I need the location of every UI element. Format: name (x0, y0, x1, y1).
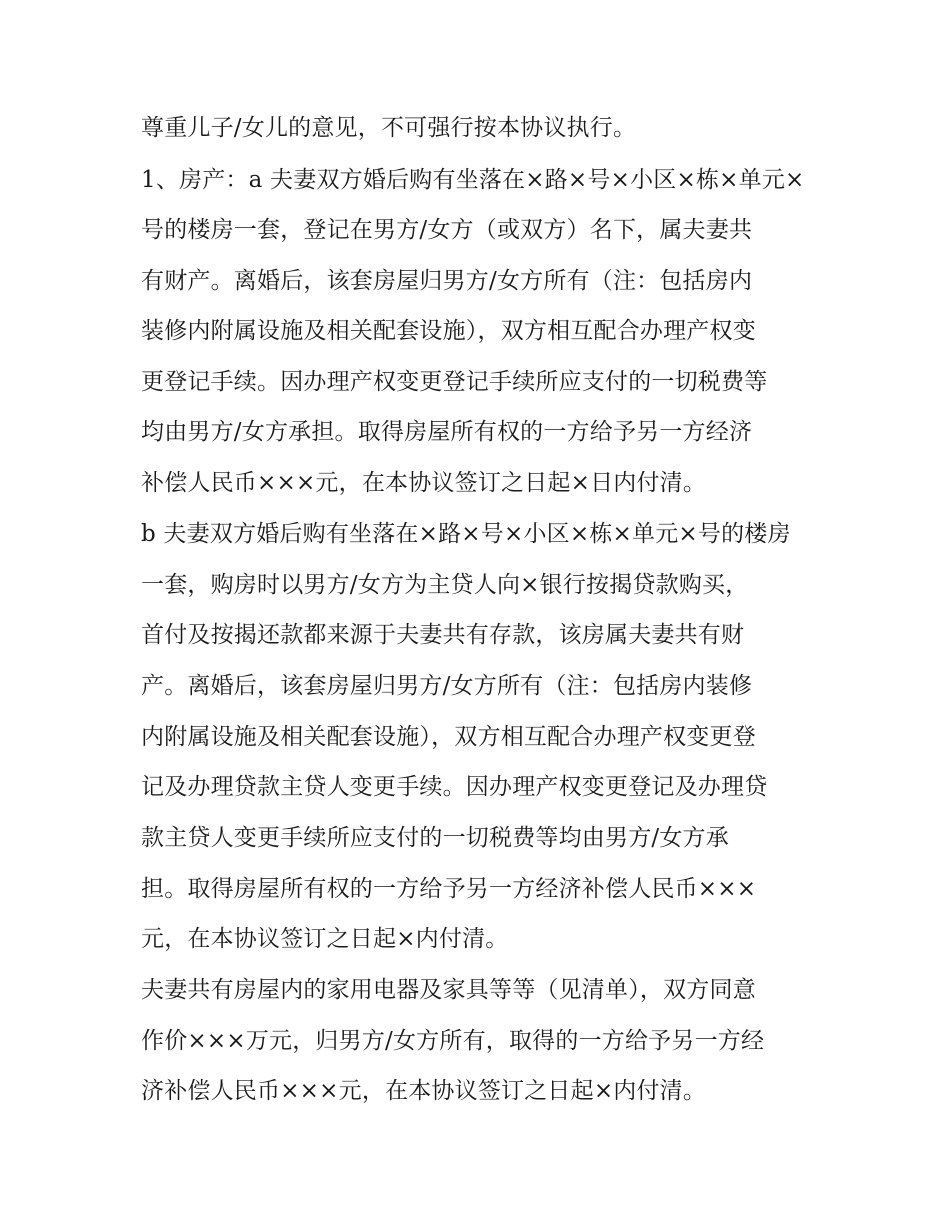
text-line: 记及办理贷款主贷人变更手续。因办理产权变更登记及办理贷 (141, 774, 768, 800)
text-line: 元，在本协议签订之日起×内付清。 (141, 926, 509, 952)
text-line: 一套，购房时以男方/女方为主贷人向×银行按揭贷款购买， (141, 572, 749, 598)
text-line: 1、房产：a 夫妻双方婚后购有坐落在×路×号×小区×栋×单元× (141, 167, 805, 193)
text-line: 作价×××万元，归男方/女方所有，取得的一方给予另一方经 (141, 1028, 765, 1054)
text-line: 尊重儿子/女儿的意见，不可强行按本协议执行。 (141, 115, 637, 141)
text-line: 补偿人民币×××元，在本协议签订之日起×日内付清。 (141, 470, 707, 496)
text-line: 内附属设施及相关配套设施），双方相互配合办理产权变更登 (141, 724, 756, 750)
text-line: 有财产。离婚后，该套房屋归男方/女方所有（注：包括房内 (141, 268, 753, 294)
text-line: 款主贷人变更手续所应支付的一切税费等均由男方/女方承 (141, 825, 729, 851)
text-line: 装修内附属设施及相关配套设施），双方相互配合办理产权变 (141, 318, 756, 344)
text-line: 首付及按揭还款都来源于夫妻共有存款，该房属夫妻共有财 (141, 622, 745, 648)
text-line: 夫妻共有房屋内的家用电器及家具等等（见清单），双方同意 (141, 977, 756, 1003)
text-line: 济补偿人民币×××元，在本协议签订之日起×内付清。 (141, 1078, 707, 1104)
text-line: 产。离婚后，该套房屋归男方/女方所有（注：包括房内装修 (141, 673, 753, 699)
text-line: b 夫妻双方婚后购有坐落在×路×号×小区×栋×单元×号的楼房 (141, 521, 791, 547)
text-line: 均由男方/女方承担。取得房屋所有权的一方给予另一方经济 (141, 419, 753, 445)
text-line: 担。取得房屋所有权的一方给予另一方经济补偿人民币××× (141, 876, 757, 902)
text-line: 更登记手续。因办理产权变更登记手续所应支付的一切税费等 (141, 369, 768, 395)
text-line: 号的楼房一套，登记在男方/女方（或双方）名下，属夫妻共 (141, 217, 753, 243)
